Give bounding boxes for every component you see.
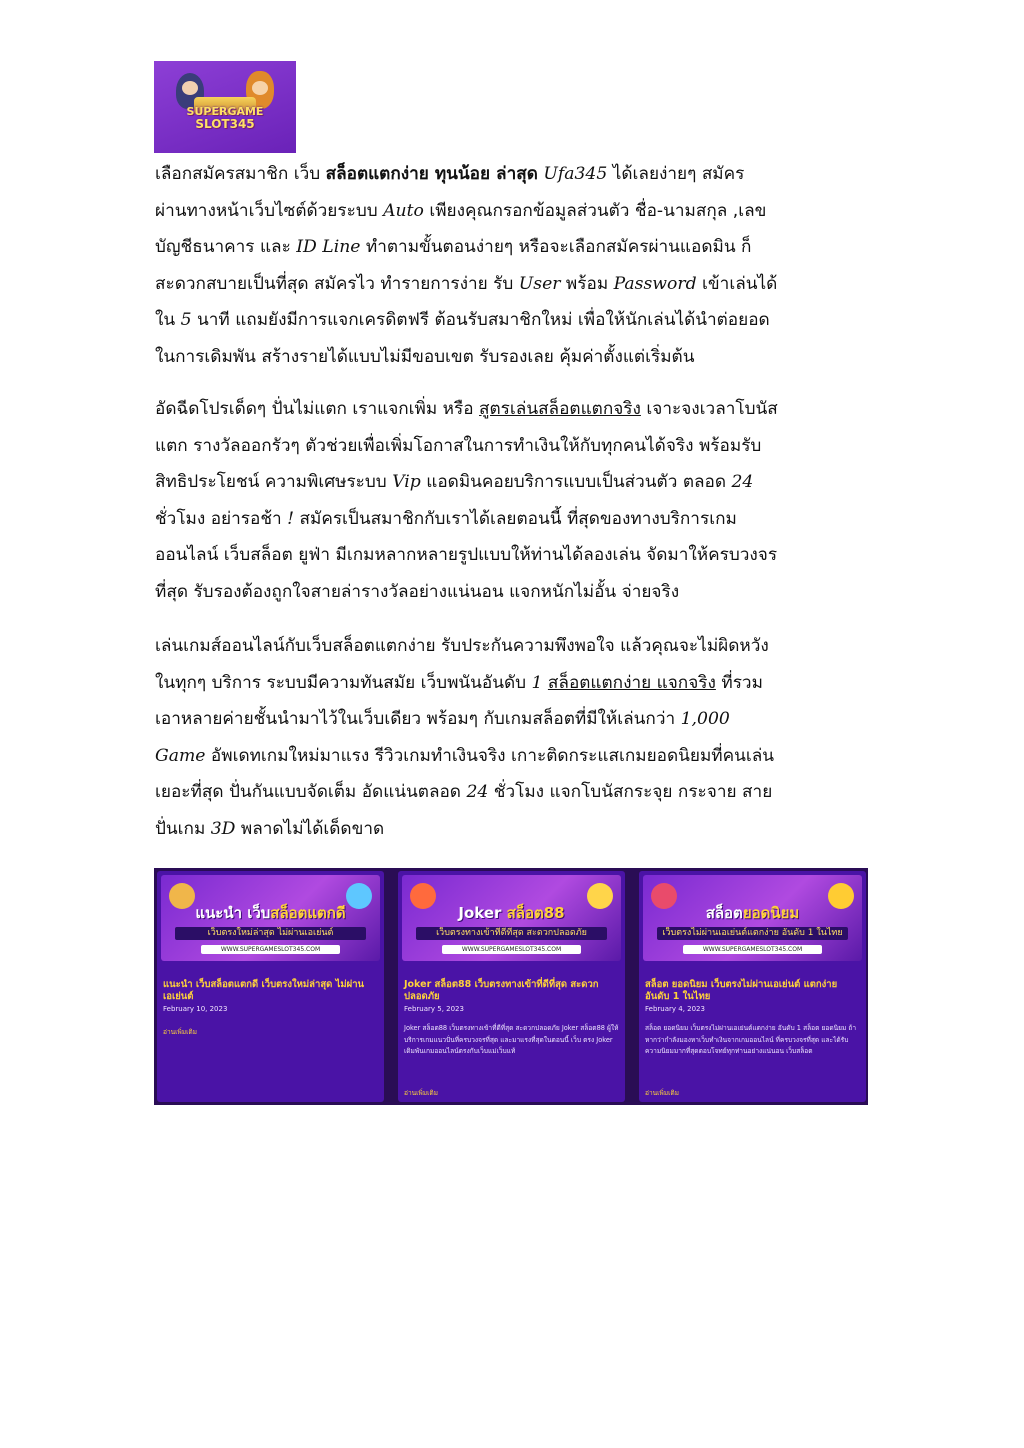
card-title[interactable]: แนะนำ เว็บสล็อตแตกดี เว็บตรงใหม่ล่าสุด ไม่ผ่านเอเย่นต์ — [163, 979, 365, 1002]
latin-run: ID Line — [296, 237, 361, 257]
hero-headline: สล็อตยอดนิยม — [705, 904, 800, 922]
article-card[interactable] — [157, 871, 384, 1102]
text-run: บัญชีธนาคาร และ — [155, 237, 297, 257]
text-run: สะดวกสบายเป็นที่สุด สมัครไว ทำรายการง่าย รับ — [155, 273, 519, 294]
bold-keyword: สล็อตแตกง่าย ทุนน้อย ล่าสุด — [325, 164, 538, 184]
hero-headline: Joker สล็อต88 — [458, 904, 565, 922]
text-run: ออนไลน์ เว็บสล็อต ยูฟ่า มีเกมหลากหลายรูปแบบให้ท่านได้ลองเล่น จัดมาให้ครบวงจร — [155, 545, 778, 565]
card-hero-image[interactable] — [402, 875, 621, 961]
latin-run: User — [518, 273, 561, 294]
latin-run: 24 — [466, 782, 489, 802]
paragraph-promotions — [155, 391, 875, 610]
text-run: ใน — [155, 310, 181, 330]
hero-subline: เว็บตรงทางเข้าที่ดีที่สุด สะดวกปลอดภัย — [416, 927, 607, 940]
text-line — [155, 574, 875, 611]
card-excerpt: สล็อต ยอดนิยม เว็บตรงไม่ผ่านเอเย่นต์แตกง่าย อันดับ 1 สล็อต ยอดนิยม ถ้าหากว่ากำลังมองหาเว็บทำเงินจากเกมออนไลน์ ที่ครบวงจรที่สุด และได้รับความนิยมมากที่สุดตอบโจทย์ทุกท่านอย่างแน่นอน เว็บสล็อต — [645, 1024, 857, 1055]
text-run: ในทุกๆ บริการ ระบบมีความทันสมัย เว็บพนันอันดับ — [155, 672, 532, 693]
text-run: ในการเดิมพัน สร้างรายได้แบบไม่มีขอบเขต รับรองเลย คุ้มค่าตั้งแต่เริ่มต้น — [155, 346, 695, 367]
card-hero-image[interactable] — [161, 875, 380, 961]
latin-run: Auto — [383, 200, 424, 221]
text-run: ทำตามขั้นตอนง่ายๆ หรือจะเลือกสมัครผ่านแอดมิน ก็ — [360, 237, 752, 257]
text-run: ชั่วโมง แจกโบนัสกระจุย กระจาย สาย — [488, 782, 773, 802]
text-line — [155, 266, 875, 303]
text-line — [155, 811, 875, 848]
text-line — [155, 339, 875, 376]
card-hero-image[interactable] — [643, 875, 862, 961]
latin-run: 3D — [210, 818, 236, 839]
card-date: February 10, 2023 — [163, 1005, 228, 1013]
latin-run: 1 — [531, 672, 543, 693]
text-run: เลือกสมัครสมาชิก เว็บ — [155, 164, 326, 184]
keyword-link[interactable]: สล็อตแตกง่าย แจกจริง — [547, 672, 716, 693]
keyword-link[interactable]: สูตรเล่นสล็อตแตกจริง — [479, 399, 641, 419]
text-line — [155, 501, 875, 538]
text-run: อัพเดทเกมใหม่มาแรง รีวิวเกมทำเงินจริง เกาะติดกระแสเกมยอดนิยมที่คนเล่น — [205, 745, 775, 766]
text-run: ที่สุด รับรองต้องถูกใจสายล่ารางวัลอย่างแน่นอน แจกหนักไม่อั้น จ่ายจริง — [155, 581, 680, 602]
hero-url: WWW.SUPERGAMESLOT345.COM — [201, 945, 340, 954]
text-line — [155, 428, 875, 465]
text-run: แอดมินคอยบริการแบบเป็นส่วนตัว ตลอด — [420, 472, 732, 492]
article-card[interactable] — [639, 871, 866, 1102]
latin-run: 5 — [180, 310, 192, 330]
text-run: เยอะที่สุด ปั่นกันแบบจัดเต็ม อัดแน่นตลอด — [155, 782, 467, 802]
read-more-link[interactable]: อ่านเพิ่มเติม — [404, 1089, 438, 1097]
article-cards-banner — [154, 868, 868, 1105]
text-run: เพียงคุณกรอกข้อมูลส่วนตัว ชื่อ-นามสกุล ,เลข — [423, 200, 767, 221]
text-line — [155, 628, 875, 665]
card-title[interactable]: Joker สล็อต88 เว็บตรงทางเข้าที่ดีที่สุด สะดวกปลอดภัย — [404, 979, 599, 1002]
latin-run: Game — [155, 745, 206, 766]
card-excerpt: Joker สล็อต88 เว็บตรงทางเข้าที่ดีที่สุด สะดวกปลอดภัย Joker สล็อต88 ผู้ให้บริการเกมแนวปั่นที่ครบวงจรที่สุด และมาแรงที่สุดในตอนนี้ เว็บ ตรง Joker เดิมพันเกมออนไลน์ตรงกับเว็บแม่เว็บแท้ — [404, 1024, 619, 1055]
text-line — [155, 391, 875, 428]
supergame-slot345-logo[interactable] — [154, 61, 296, 153]
card-title[interactable]: สล็อต ยอดนิยม เว็บตรงไม่ผ่านเอเย่นต์ แตกง่าย อันดับ 1 ในไทย — [645, 979, 838, 1002]
article-card[interactable] — [398, 871, 625, 1102]
text-run: สิทธิประโยชน์ ความพิเศษระบบ — [155, 472, 393, 492]
text-line — [155, 193, 875, 230]
text-run: เอาหลายค่ายชั้นนำมาไว้ในเว็บเดียว พร้อมๆ กับเกมสล็อตที่มีให้เล่นกว่า — [155, 709, 681, 729]
text-run: พลาดไม่ได้เด็ดขาด — [235, 818, 385, 839]
text-run: เข้าเล่นได้ — [696, 273, 778, 294]
text-run: สมัครเป็นสมาชิกกับเราได้เลยตอนนี้ ที่สุดของทางบริการเกม — [294, 508, 737, 529]
text-run: เจาะจงเวลาโบนัส — [640, 399, 778, 419]
hero-subline: เว็บตรงใหม่ล่าสุด ไม่ผ่านเอเย่นต์ — [175, 927, 366, 940]
text-line — [155, 229, 875, 266]
read-more-link[interactable]: อ่านเพิ่มเติม — [645, 1089, 679, 1097]
hero-subline: เว็บตรงไม่ผ่านเอเย่นต์แตกง่าย อันดับ 1 ในไทย — [657, 927, 848, 940]
latin-run: 1,000 — [680, 709, 730, 729]
read-more-link[interactable]: อ่านเพิ่มเติม — [163, 1028, 197, 1036]
text-run: แตก รางวัลออกรัวๆ ตัวช่วยเพื่อเพิ่มโอกาสในการทำเงินให้กับทุกคนได้จริง พร้อมรับ — [155, 435, 762, 456]
card-date: February 5, 2023 — [404, 1005, 464, 1013]
text-run: เล่นเกมส์ออนไลน์กับเว็บสล็อตแตกง่าย รับประกันความพึงพอใจ แล้วคุณจะไม่ผิดหวัง — [155, 636, 769, 656]
text-line — [155, 774, 875, 811]
text-run: ที่รวม — [715, 672, 763, 693]
text-run: นาที แถมยังมีการแจกเครดิตฟรี ต้อนรับสมาชิกใหม่ เพื่อให้นักเล่นได้นำต่อยอด — [191, 310, 770, 330]
text-run: พร้อม — [560, 273, 614, 294]
latin-run: 24 — [731, 472, 754, 492]
latin-run: Vip — [392, 472, 421, 492]
text-run: ผ่านทางหน้าเว็บไซต์ด้วยระบบ — [155, 200, 384, 221]
text-line — [155, 701, 875, 738]
text-line — [155, 665, 875, 702]
latin-run: ! — [287, 508, 295, 529]
latin-run: Password — [613, 273, 697, 294]
card-date: February 4, 2023 — [645, 1005, 705, 1013]
text-line — [155, 464, 875, 501]
hero-url: WWW.SUPERGAMESLOT345.COM — [442, 945, 581, 954]
text-line — [155, 738, 875, 775]
text-run: ปั่นเกม — [155, 818, 211, 839]
latin-run: Ufa345 — [543, 164, 608, 184]
hero-url: WWW.SUPERGAMESLOT345.COM — [683, 945, 822, 954]
hero-headline: แนะนำ เว็บสล็อตแตกดี — [195, 904, 346, 922]
paragraph-games — [155, 628, 875, 847]
text-line — [155, 537, 875, 574]
logo-wordmark: SUPERGAME SLOT345 — [186, 105, 264, 131]
text-line — [155, 156, 875, 193]
paragraph-signup — [155, 156, 875, 375]
text-line — [155, 302, 875, 339]
text-run: ได้เลยง่ายๆ สมัคร — [607, 164, 745, 184]
text-run: ชั่วโมง อย่ารอช้า — [155, 508, 288, 529]
text-run: อัดฉีดโปรเด็ดๆ ปั่นไม่แตก เราแจกเพิ่ม หรือ — [155, 399, 480, 419]
